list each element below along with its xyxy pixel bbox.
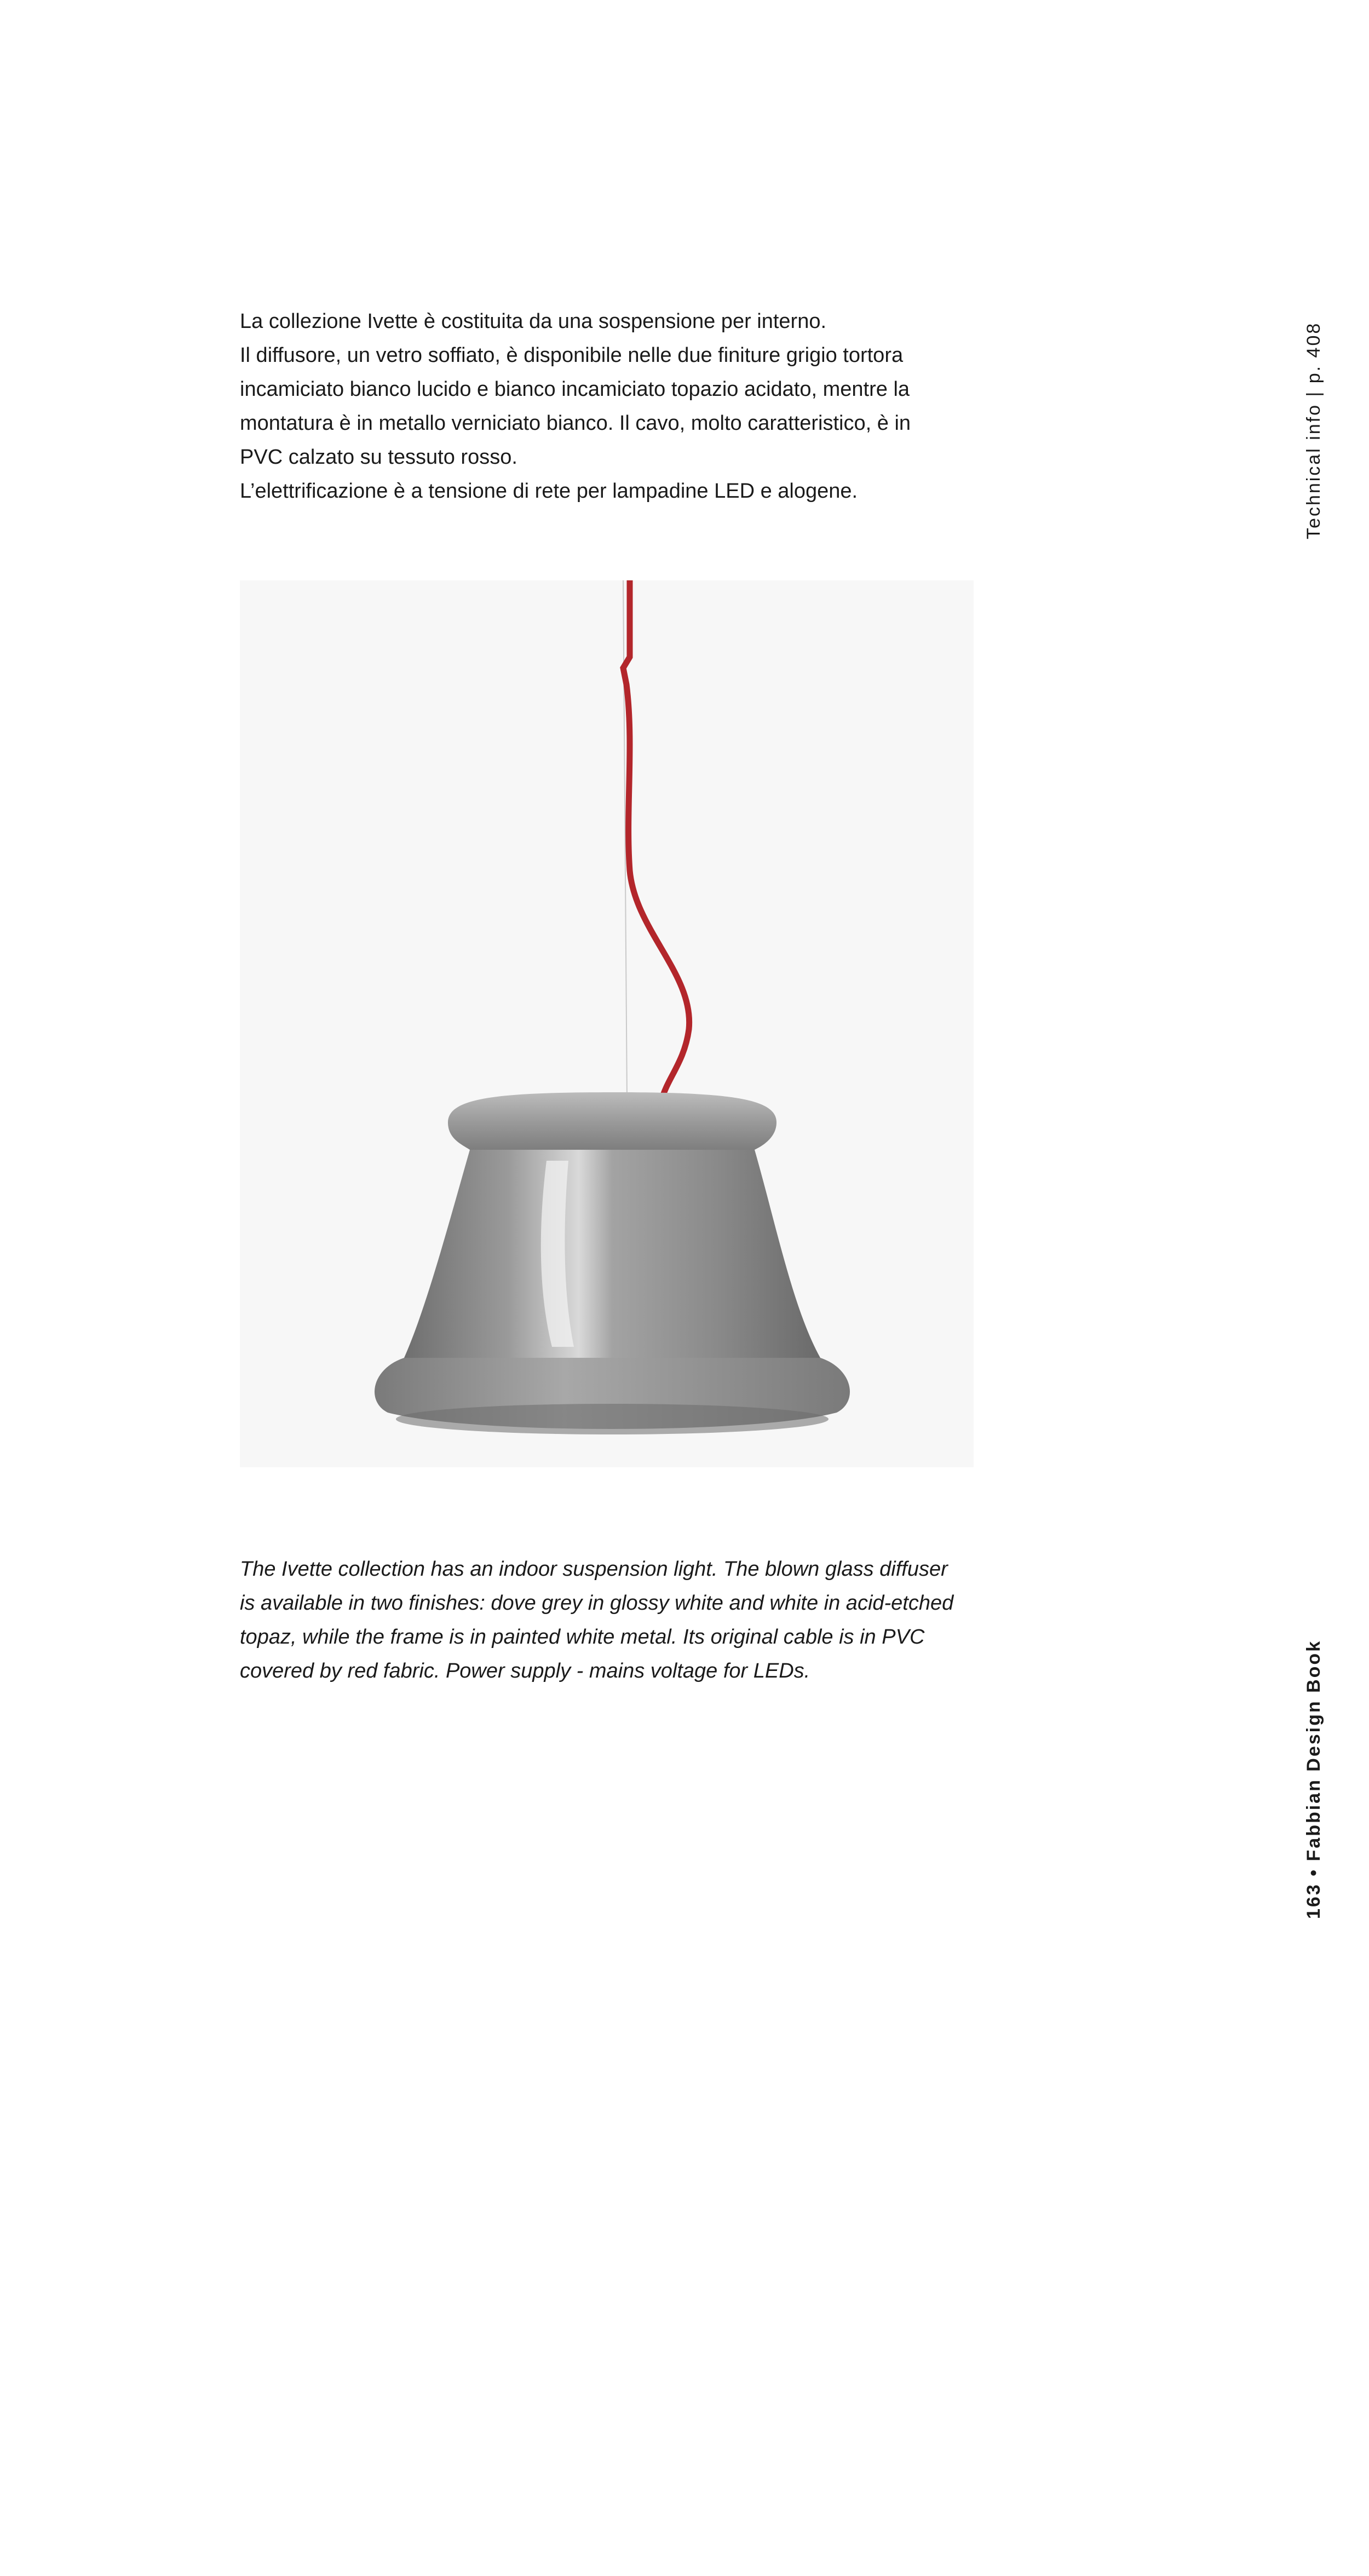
page-number-book-title: 163 • Fabbian Design Book [1303,1639,1324,1919]
caption-line: topaz, while the frame is in painted white metal. Its original cable is in PVC [240,1626,925,1649]
intro-paragraph-italian [240,304,1017,508]
caption-paragraph-english [240,1552,1017,1688]
intro-line: La collezione Ivette è costituita da una sospensione per interno. [240,310,827,333]
intro-line: Il diffusore, un vetro soffiato, è disponibile nelle due finiture grigio tortora [240,344,904,367]
product-photo-ivette-lamp [240,580,974,1467]
caption-line: The Ivette collection has an indoor suspension light. The blown glass diffuser [240,1558,948,1581]
intro-line: L’elettrificazione è a tensione di rete per lampadine LED e alogene. [240,480,858,503]
pendant-lamp-illustration [240,580,974,1467]
technical-info-label: Technical info | p. 408 [1303,321,1324,539]
intro-line: montatura è in metallo verniciato bianco. Il cavo, molto caratteristico, è in [240,412,911,435]
technical-info-reference [1303,321,1336,1196]
caption-line: is available in two finishes: dove grey in glossy white and white in acid-etched [240,1592,954,1615]
intro-line: PVC calzato su tessuto rosso. [240,446,517,469]
page-footer [1303,1639,1336,2576]
red-fabric-cable [623,580,689,1100]
caption-line: covered by red fabric. Power supply - mains voltage for LEDs. [240,1659,810,1682]
intro-line: incamiciato bianco lucido e bianco incamiciato topazio acidato, mentre la [240,378,910,401]
